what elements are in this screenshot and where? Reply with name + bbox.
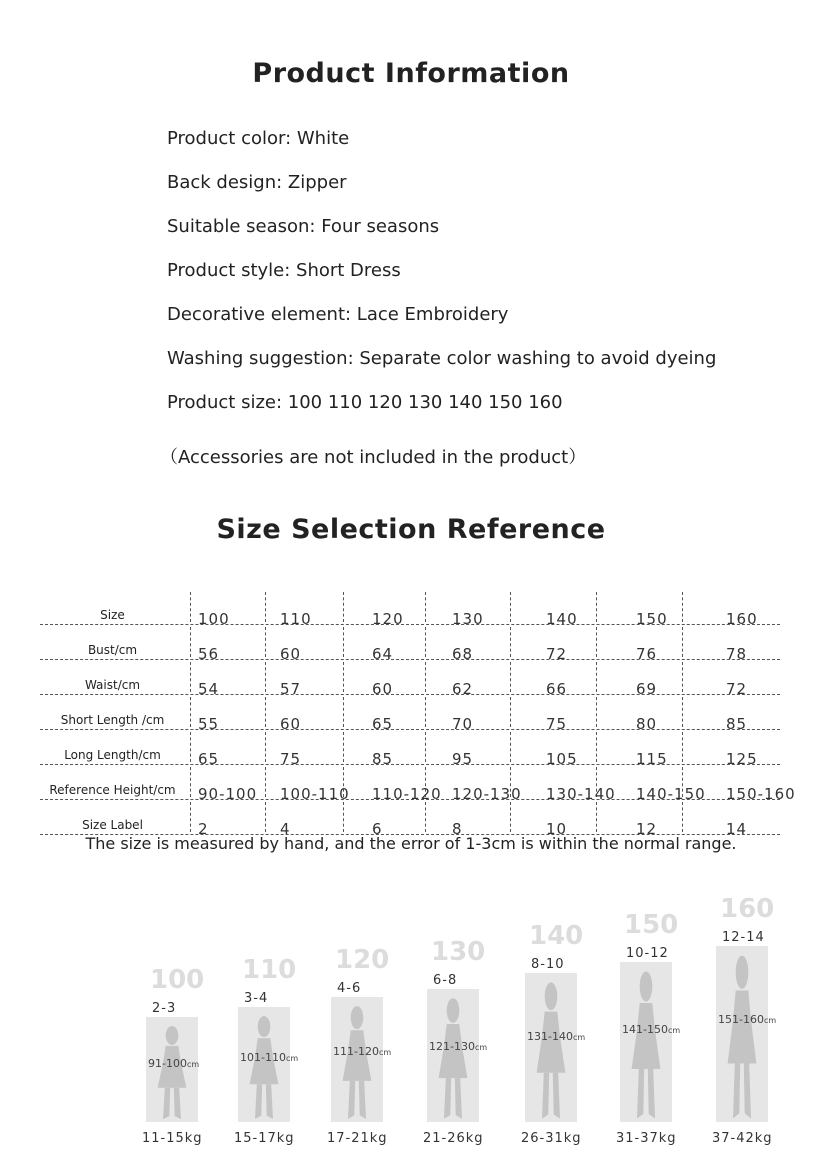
measurement-note: The size is measured by hand, and the error of 1-3cm is within the normal range. <box>85 834 737 853</box>
size-cell: 60 <box>372 679 394 698</box>
figure-size-number: 120 <box>335 945 390 975</box>
size-cell: 150-160 <box>726 784 796 803</box>
figure-height-range <box>333 1045 391 1058</box>
figure-height-value: 111-120 <box>333 1044 379 1058</box>
column-divider <box>596 802 597 832</box>
figure-height-unit: cm <box>763 1015 777 1025</box>
size-cell: 75 <box>546 714 568 733</box>
column-divider <box>265 627 266 657</box>
column-divider <box>343 802 344 832</box>
child-silhouette-icon <box>533 981 569 1120</box>
size-cell: 65 <box>372 714 394 733</box>
figure-height-value: 141-150 <box>622 1022 668 1036</box>
size-cell: 78 <box>726 644 748 663</box>
column-divider <box>682 592 683 622</box>
figure-size-number: 150 <box>624 910 679 940</box>
column-divider <box>596 627 597 657</box>
size-cell: 10 <box>546 819 568 838</box>
column-divider <box>265 732 266 762</box>
size-cell: 70 <box>452 714 474 733</box>
size-cell: 100 <box>198 609 230 628</box>
column-divider <box>190 662 191 692</box>
column-divider <box>682 732 683 762</box>
child-silhouette-icon <box>435 997 471 1120</box>
size-cell: 110-120 <box>372 784 442 803</box>
size-selection-title: Size Selection Reference <box>216 514 606 545</box>
column-divider <box>190 697 191 727</box>
figure-height-value: 121-130 <box>429 1039 475 1053</box>
column-divider <box>190 802 191 832</box>
size-cell: 80 <box>636 714 658 733</box>
column-divider <box>596 592 597 622</box>
size-cell: 105 <box>546 749 578 768</box>
child-silhouette-icon <box>724 954 760 1120</box>
column-divider <box>343 627 344 657</box>
product-information-title: Product Information <box>252 58 570 89</box>
figure-height-unit: cm <box>667 1025 681 1035</box>
column-divider <box>343 592 344 622</box>
column-divider <box>190 767 191 797</box>
child-silhouette-icon <box>628 970 664 1120</box>
size-cell: 54 <box>198 679 220 698</box>
child-silhouette-icon <box>246 1015 282 1120</box>
column-divider <box>510 627 511 657</box>
figure-weight: 15-17kg <box>234 1131 295 1146</box>
column-divider <box>510 592 511 622</box>
size-cell: 68 <box>452 644 474 663</box>
size-row <box>40 800 780 838</box>
size-cell: 75 <box>280 749 302 768</box>
size-cell: 72 <box>726 679 748 698</box>
column-divider <box>425 627 426 657</box>
figure-size-number: 140 <box>529 921 584 951</box>
figure-weight: 11-15kg <box>142 1131 203 1146</box>
column-divider <box>343 662 344 692</box>
column-divider <box>596 697 597 727</box>
info-line-style: Product style: Short Dress <box>167 260 401 281</box>
size-cell: 66 <box>546 679 568 698</box>
size-cell: 140-150 <box>636 784 706 803</box>
size-row-label: Short Length /cm <box>60 713 165 727</box>
column-divider <box>596 732 597 762</box>
size-row <box>40 625 780 663</box>
child-silhouette-icon <box>154 1025 190 1120</box>
column-divider <box>265 592 266 622</box>
column-divider <box>682 662 683 692</box>
info-line-washing: Washing suggestion: Separate color washing to avoid dyeing <box>167 348 717 369</box>
column-divider <box>265 802 266 832</box>
column-divider <box>425 662 426 692</box>
figure-height-unit: cm <box>474 1042 488 1052</box>
figure-age: 6-8 <box>433 973 458 988</box>
size-cell: 130 <box>452 609 484 628</box>
figure-height-unit: cm <box>378 1047 392 1057</box>
column-divider <box>343 697 344 727</box>
size-cell: 110 <box>280 609 312 628</box>
size-row-label: Size <box>100 608 125 622</box>
size-cell: 115 <box>636 749 668 768</box>
column-divider <box>190 732 191 762</box>
size-row <box>40 590 780 628</box>
column-divider <box>265 697 266 727</box>
size-cell: 62 <box>452 679 474 698</box>
figure-age: 10-12 <box>626 946 669 961</box>
size-cell: 60 <box>280 714 302 733</box>
column-divider <box>425 732 426 762</box>
figure-weight: 21-26kg <box>423 1131 484 1146</box>
figure-age: 12-14 <box>722 930 765 945</box>
size-cell: 95 <box>452 749 474 768</box>
size-cell: 65 <box>198 749 220 768</box>
figure-height-value: 101-110 <box>240 1050 286 1064</box>
size-table <box>40 590 796 838</box>
size-cell: 60 <box>280 644 302 663</box>
size-cell: 72 <box>546 644 568 663</box>
column-divider <box>190 592 191 622</box>
size-cell: 4 <box>280 819 291 838</box>
figure-height-range <box>527 1030 585 1043</box>
size-cell: 85 <box>726 714 748 733</box>
info-line-season: Suitable season: Four seasons <box>167 216 440 237</box>
size-cell: 57 <box>280 679 302 698</box>
figure-age: 2-3 <box>152 1001 177 1016</box>
figure-height-unit: cm <box>186 1059 200 1069</box>
figure-weight: 37-42kg <box>712 1131 773 1146</box>
size-cell: 100-110 <box>280 784 350 803</box>
size-cell: 56 <box>198 644 220 663</box>
size-row-label: Waist/cm <box>84 678 141 692</box>
figure-age: 8-10 <box>531 957 565 972</box>
figure-height-range <box>240 1051 298 1064</box>
size-cell: 2 <box>198 819 209 838</box>
size-cell: 130-140 <box>546 784 616 803</box>
figure-weight: 26-31kg <box>521 1131 582 1146</box>
size-cell: 76 <box>636 644 658 663</box>
size-row <box>40 660 780 698</box>
figure-size-number: 100 <box>150 965 205 995</box>
size-cell: 140 <box>546 609 578 628</box>
figure-height-range <box>429 1040 487 1053</box>
figure-height-value: 131-140 <box>527 1029 573 1043</box>
size-cell: 14 <box>726 819 748 838</box>
size-cell: 85 <box>372 749 394 768</box>
column-divider <box>510 662 511 692</box>
figure-height-value: 151-160 <box>718 1012 764 1026</box>
figure-size-number: 110 <box>242 955 297 985</box>
figure-height-range <box>622 1023 680 1036</box>
child-silhouette-icon <box>339 1005 375 1120</box>
column-divider <box>190 627 191 657</box>
column-divider <box>682 627 683 657</box>
size-cell: 6 <box>372 819 383 838</box>
size-cell: 55 <box>198 714 220 733</box>
info-line-color: Product color: White <box>167 128 350 149</box>
info-line-back-design: Back design: Zipper <box>167 172 347 193</box>
column-divider <box>425 802 426 832</box>
figure-height-range <box>148 1057 199 1070</box>
size-cell: 69 <box>636 679 658 698</box>
figure-size-number: 130 <box>431 937 486 967</box>
size-cell: 8 <box>452 819 463 838</box>
column-divider <box>682 697 683 727</box>
size-row-label: Reference Height/cm <box>49 783 176 797</box>
size-cell: 90-100 <box>198 784 258 803</box>
column-divider <box>265 767 266 797</box>
size-row <box>40 695 780 733</box>
figure-height-unit: cm <box>572 1032 586 1042</box>
size-cell: 120 <box>372 609 404 628</box>
figure-age: 4-6 <box>337 981 362 996</box>
size-row <box>40 730 780 768</box>
column-divider <box>343 732 344 762</box>
figure-height-unit: cm <box>285 1053 299 1063</box>
info-line-accessories-note: （Accessories are not included in the product） <box>160 447 587 468</box>
figure-height-value: 91-100 <box>148 1056 187 1070</box>
size-cell: 64 <box>372 644 394 663</box>
column-divider <box>425 697 426 727</box>
size-cell: 125 <box>726 749 758 768</box>
size-row-label: Bust/cm <box>87 643 138 657</box>
size-cell: 150 <box>636 609 668 628</box>
info-line-decoration: Decorative element: Lace Embroidery <box>167 304 509 325</box>
figure-age: 3-4 <box>244 991 269 1006</box>
figure-weight: 17-21kg <box>327 1131 388 1146</box>
column-divider <box>510 732 511 762</box>
figure-weight: 31-37kg <box>616 1131 677 1146</box>
figure-size-number: 160 <box>720 894 775 924</box>
size-cell: 120-130 <box>452 784 522 803</box>
size-row <box>40 765 796 803</box>
column-divider <box>596 662 597 692</box>
column-divider <box>510 802 511 832</box>
size-row-label: Size Label <box>82 818 143 832</box>
column-divider <box>682 802 683 832</box>
column-divider <box>425 592 426 622</box>
info-line-sizes: Product size: 100 110 120 130 140 150 160 <box>167 392 563 413</box>
column-divider <box>265 662 266 692</box>
size-cell: 160 <box>726 609 758 628</box>
size-row-label: Long Length/cm <box>64 748 161 762</box>
size-cell: 12 <box>636 819 658 838</box>
column-divider <box>510 697 511 727</box>
figure-height-range <box>718 1013 776 1026</box>
